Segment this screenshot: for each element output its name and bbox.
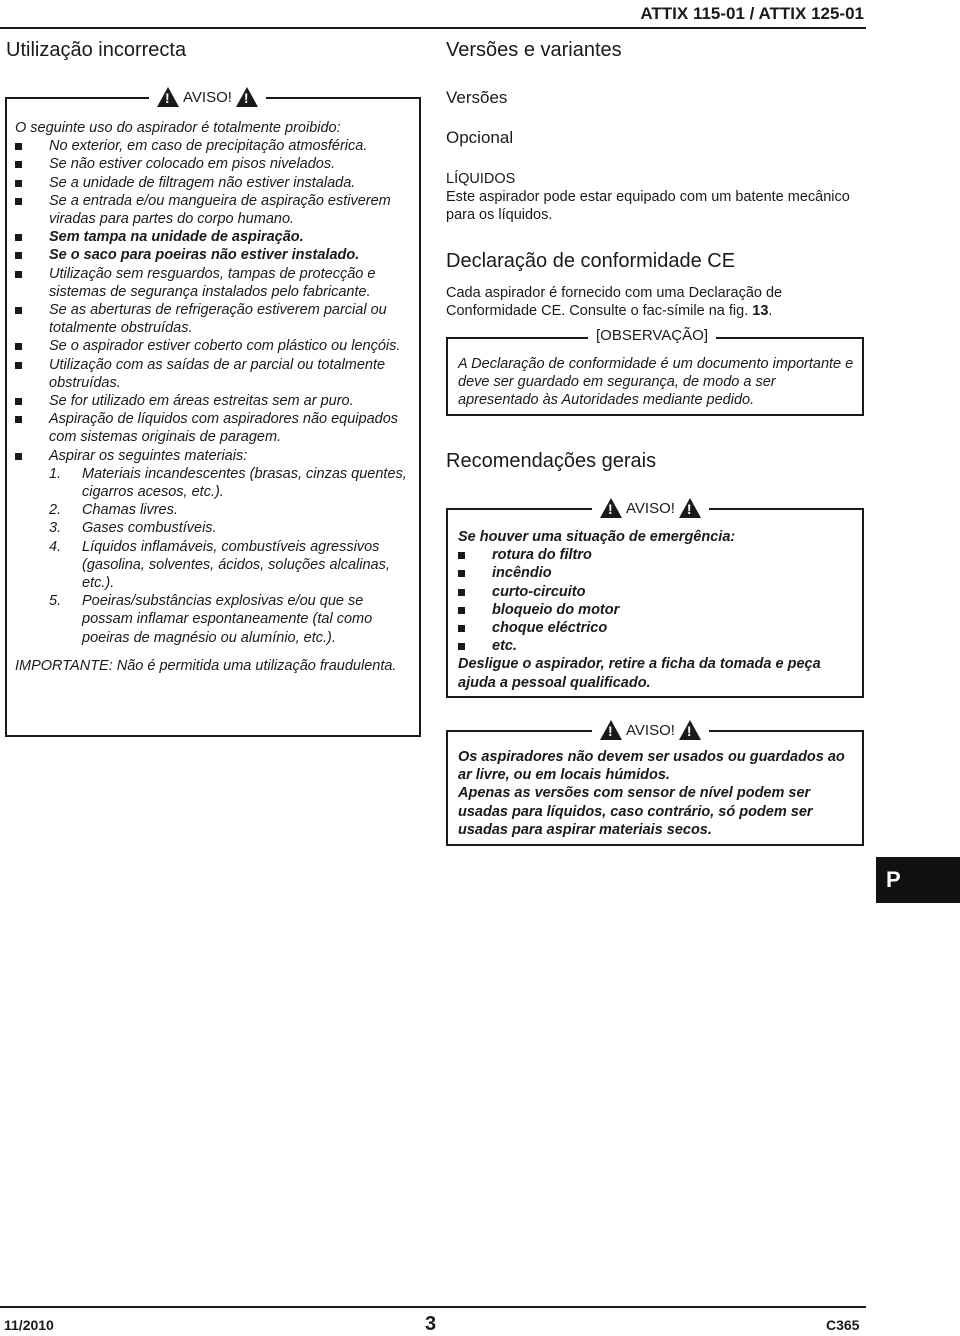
versions-heading: Versões <box>446 88 508 107</box>
emergency-content <box>458 528 858 692</box>
ce-text-main: Cada aspirador é fornecido com uma Declaração de Conformidade CE. Consulte o fac-símile na fig. <box>446 285 783 320</box>
list-item: rotura do filtro <box>458 546 858 564</box>
left-bullet-list <box>15 137 415 465</box>
list-item: Aspirar os seguintes materiais: <box>15 447 415 465</box>
warning-label-text: AVISO! <box>626 499 675 517</box>
liquids-text: Este aspirador pode estar equipado com um batente mecânico para os líquidos. <box>446 189 850 224</box>
list-item <box>15 538 415 593</box>
list-item: Se o aspirador estiver coberto com plástico ou lençóis. <box>15 337 415 355</box>
emergency-outro: Desligue o aspirador, retire a ficha da tomada e peça ajuda a pessoal qualificado. <box>458 656 821 691</box>
list-number: 4. <box>49 538 62 555</box>
left-warning-box <box>5 88 421 737</box>
header-model: ATTIX 115-01 / ATTIX 125-01 <box>640 4 864 23</box>
list-text: Chamas livres. <box>82 502 178 519</box>
language-tab: P <box>876 857 960 903</box>
warning-triangle-icon: ! <box>679 498 701 518</box>
list-item: curto-circuito <box>458 583 858 601</box>
left-intro: O seguinte uso do aspirador é totalmente proibido: <box>15 120 341 136</box>
list-number: 3. <box>49 520 62 537</box>
warning-triangle-icon: ! <box>157 87 179 107</box>
list-item <box>15 592 415 647</box>
warning-label-text: AVISO! <box>626 721 675 739</box>
left-warning-content <box>15 119 415 675</box>
list-text: Gases combustíveis. <box>82 520 217 537</box>
emergency-intro: Se houver uma situação de emergência: <box>458 529 736 545</box>
footer-code: C365 <box>826 1317 860 1333</box>
list-number: 1. <box>49 465 62 482</box>
page-number: 3 <box>425 1313 437 1335</box>
list-item: Utilização com as saídas de ar parcial ou totalmente obstruídas. <box>15 356 415 392</box>
optional-heading: Opcional <box>446 128 514 147</box>
liquids-heading: LÍQUIDOS <box>446 171 516 187</box>
warning-label <box>592 720 709 740</box>
list-item: incêndio <box>458 564 858 582</box>
list-number: 5. <box>49 593 62 610</box>
list-item <box>15 465 415 501</box>
warning-label <box>592 498 709 518</box>
warning-triangle-icon: ! <box>236 87 258 107</box>
list-item: Se a entrada e/ou mangueira de aspiração estiverem viradas para partes do corpo humano. <box>15 192 415 228</box>
list-text: Materiais incandescentes (brasas, cinzas quentes, cigarros acesos, etc.). <box>82 465 407 501</box>
list-item: Aspiração de líquidos com aspiradores não equipados com sistemas originais de paragem. <box>15 410 415 446</box>
warning-triangle-icon: ! <box>600 720 622 740</box>
warning-triangle-icon: ! <box>679 720 701 740</box>
note-text: A Declaração de conformidade é um documento importante e deve ser guardado em segurança, de modo a ser apresentado às Autoridades mediante pedido. <box>458 356 854 409</box>
note-label: [OBSERVAÇÃO] <box>588 327 716 344</box>
important-note: IMPORTANTE: Não é permitida uma utilização fraudulenta. <box>15 657 397 674</box>
warning-label-text: AVISO! <box>183 88 232 106</box>
outdoor-warning-text-2: Apenas as versões com sensor de nível podem ser usadas para líquidos, caso contrário, só podem ser usadas para aspirar materiais secos. <box>458 785 813 838</box>
list-item: etc. <box>458 637 858 655</box>
ce-figure-ref: 13 <box>752 303 769 320</box>
liquids-block <box>446 170 856 225</box>
footer-date: 11/2010 <box>4 1317 54 1333</box>
list-item: Se as aberturas de refrigeração estiverem parcial ou totalmente obstruídas. <box>15 301 415 337</box>
recommendations-title: Recomendações gerais <box>446 450 657 472</box>
list-item: Sem tampa na unidade de aspiração. <box>15 228 415 246</box>
list-item: No exterior, em caso de precipitação atmosférica. <box>15 137 415 155</box>
ce-text <box>446 284 858 320</box>
note-box <box>446 327 864 416</box>
emergency-warning-box <box>446 499 864 698</box>
list-item <box>15 501 415 519</box>
list-text: Poeiras/substâncias explosivas e/ou que se possam inflamar espontaneamente (tal como poeiras de magnésio ou alumínio, etc.). <box>82 593 373 646</box>
list-item: Se não estiver colocado em pisos nivelados. <box>15 155 415 173</box>
outdoor-warning-text-1: Os aspiradores não devem ser usados ou guardados ao ar livre, ou em locais húmidos. <box>458 749 845 784</box>
list-number: 2. <box>49 502 62 519</box>
right-section-title: Versões e variantes <box>446 39 622 61</box>
left-section-title: Utilização incorrecta <box>6 39 187 61</box>
list-item <box>15 519 415 537</box>
materials-list <box>15 465 415 647</box>
outdoor-warning-box <box>446 721 864 846</box>
list-item: Se o saco para poeiras não estiver instalado. <box>15 246 415 264</box>
header-rule <box>0 27 866 29</box>
list-item: bloqueio do motor <box>458 601 858 619</box>
ce-text-end: . <box>768 303 773 320</box>
list-item: Utilização sem resguardos, tampas de protecção e sistemas de segurança instalados pelo fabricante. <box>15 265 415 301</box>
list-item: choque eléctrico <box>458 619 858 637</box>
outdoor-warning-content <box>458 748 858 839</box>
emergency-list <box>458 546 858 655</box>
warning-label <box>149 87 266 107</box>
list-item: Se a unidade de filtragem não estiver instalada. <box>15 174 415 192</box>
ce-title: Declaração de conformidade CE <box>446 250 736 272</box>
footer-rule <box>0 1306 866 1308</box>
warning-triangle-icon: ! <box>600 498 622 518</box>
list-item: Se for utilizado em áreas estreitas sem ar puro. <box>15 392 415 410</box>
list-text: Líquidos inflamáveis, combustíveis agressivos (gasolina, solventes, ácidos, soluções alcalinas, etc.). <box>82 538 390 592</box>
